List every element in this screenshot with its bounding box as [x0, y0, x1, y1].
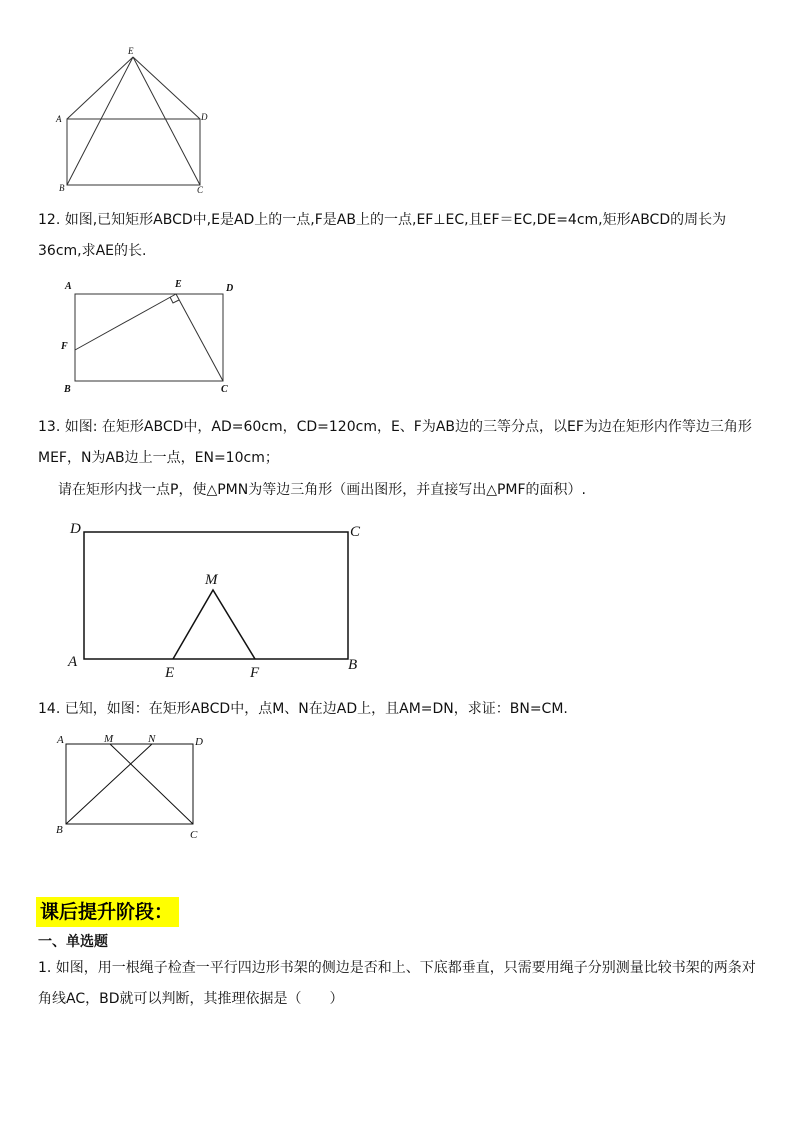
label-b: B [59, 183, 65, 193]
question-13-text: 13. 如图: 在矩形ABCD中，AD=60cm，CD=120cm，E、F为AB边的三等分点，以EF为边在矩形内作等边三角形MEF，N为AB边上一点，EN=10cm； [38, 419, 752, 466]
label-f: F [61, 341, 68, 352]
question-1-text: 1. 如图，用一根绳子检查一平行四边形书架的侧边是否和上、下底都垂直，只需要用绳子分别测量比较书架的两条对角线AC，BD就可以判断，其推理依据是（ ） [38, 960, 756, 1007]
label-a: A [57, 734, 64, 746]
label-b: B [348, 657, 358, 673]
subsection-title: 一、单选题 [38, 934, 108, 950]
label-d: D [226, 283, 234, 294]
question-12-text: 12. 如图,已知矩形ABCD中,E是AD上的一点,F是AB上的一点,EF⊥EC,且EF＝EC,DE=4cm,矩形ABCD的周长为36cm,求AE的长. [38, 212, 727, 259]
question-13-text2: 请在矩形内找一点P，使△PMN为等边三角形（画出图形，并直接写出△PMF的面积）. [58, 482, 586, 498]
label-a: A [65, 281, 72, 292]
label-b: B [56, 824, 63, 836]
label-c: C [190, 829, 198, 841]
label-e: E [175, 279, 182, 290]
rect-abcd [66, 744, 193, 824]
figure-14 [0, 0, 260, 860]
segment-bn [66, 744, 152, 824]
label-e: E [165, 665, 175, 681]
question-14-text: 14. 已知，如图：在矩形ABCD中，点M、N在边AD上，且AM=DN，求证：BN=CM. [38, 701, 568, 717]
label-n: N [148, 733, 156, 745]
segment-mc [110, 744, 193, 824]
label-m: M [205, 572, 218, 588]
section-title: 课后提升阶段： [36, 897, 179, 927]
label-d: D [70, 521, 81, 537]
label-d: D [195, 736, 203, 748]
label-d: D [201, 112, 208, 122]
label-c: C [197, 185, 204, 195]
label-f: F [250, 665, 260, 681]
label-m: M [104, 733, 114, 745]
label-c: C [350, 524, 361, 540]
label-a: A [68, 654, 78, 670]
label-e: E [128, 46, 134, 56]
label-b: B [64, 384, 71, 395]
label-c: C [221, 384, 228, 395]
label-a: A [56, 114, 62, 124]
figure-14-diagram [0, 0, 260, 860]
